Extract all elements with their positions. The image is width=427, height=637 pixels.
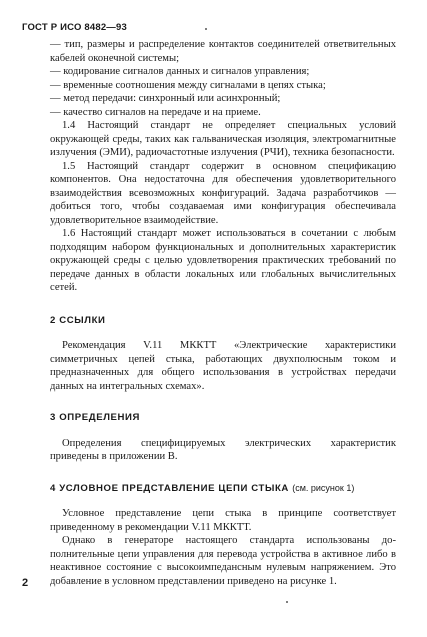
scan-speck xyxy=(286,601,288,603)
paragraph-1-5: 1.5 Настоящий стандарт содержит в основном спецификацию компонентов. Она недостаточна для обеспечения удовлетворительного взаимодействия всевозможных конфигураций. Задача разработчиков — добиться того, чтобы создаваемая ими конфигурация обеспечивала удовлетворительное взаимодействие. xyxy=(50,160,396,226)
list-item: — временные соотношения между сигналами в цепях стыка; xyxy=(50,79,326,91)
section-heading-references: 2 ССЫЛКИ xyxy=(50,314,106,326)
list-item: — кодирование сигналов данных и сигналов управления; xyxy=(50,66,310,77)
section-heading-text: 4 УСЛОВНОЕ ПРЕДСТАВЛЕНИЕ ЦЕПИ СТЫКА xyxy=(50,482,289,494)
definitions-paragraph: Определения специфицируемых электрических характеристик приведены в приложении В. xyxy=(50,437,396,462)
list-item: — качество сигналов на передаче и на приеме. xyxy=(50,106,261,118)
standard-header: ГОСТ Р ИСО 8482—93 xyxy=(22,22,127,33)
section-heading-definitions: 3 ОПРЕДЕЛЕНИЯ xyxy=(50,412,141,423)
references-paragraph: Рекомендация V.11 МККТТ «Электрические характеристики симметричных цепей стыка, работающих двухполюсным током и предназначенных для общего использования в устройствах передачи данных на интегральных схемах». xyxy=(50,340,396,392)
page-number: 2 xyxy=(22,577,29,589)
paragraph-1-4: 1.4 Настоящий стандарт не определяет специальных условий окружающей среды, таких как гальваническая изоляция, электромагнитные излучения (ЭМИ), радиочастотные излучения (РЧИ), техника безопасности. xyxy=(50,120,396,158)
interface-paragraph-2: Однако в генераторе настоящего стандарта использованы дополнительные цепи управления для перевода устройства в активное либо в неактивное состояние с высокоимпедансным нулевым напряжением. Это добавление в условном представлении приведено на рисунке 1. xyxy=(50,535,396,587)
scan-speck xyxy=(205,28,207,30)
paragraph-1-6: 1.6 Настоящий стандарт может использоваться в сочетании с любым подходящим набором функциональных и дополнительных характеристик окружающей среды с целью удовлетворения практических требований по передаче данных в области локальных или глобальных вычислительных сетей. xyxy=(50,228,396,293)
list-item: — метод передачи: синхронный или асинхронный; xyxy=(50,93,281,104)
section-heading-interface-representation xyxy=(50,482,396,496)
list-item: — тип, размеры и распределение контактов соединителей ответвительных кабелей оконечной системы; xyxy=(50,39,396,64)
figure-reference: (см. рисунок 1) xyxy=(292,482,355,493)
document-body xyxy=(50,38,396,588)
interface-paragraph-1: Условное представление цепи стыка в принципе соответствует приведенному в рекомендации V.11 МККТТ. xyxy=(50,508,396,533)
